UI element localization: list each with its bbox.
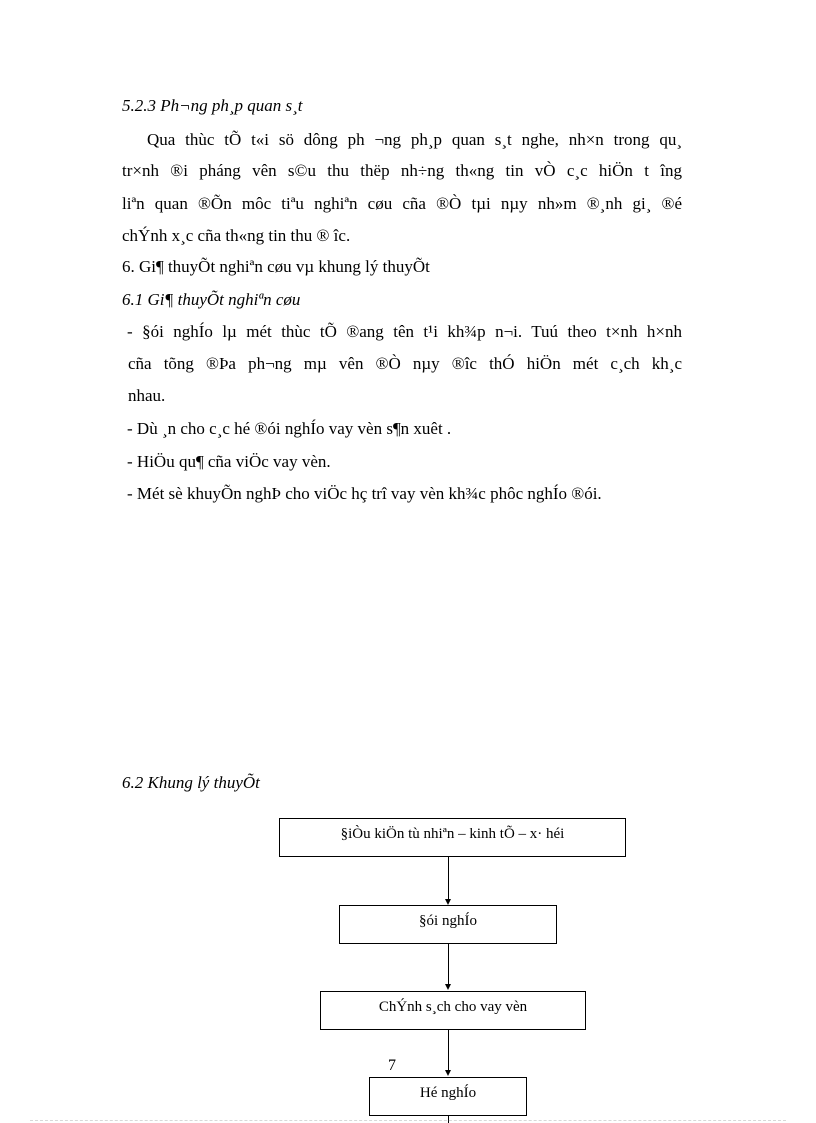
diagram-box-poor-household: Hé nghÍo bbox=[369, 1077, 527, 1116]
paragraph-line: tr×nh ®i pháng vên s©u thu thëp nh÷ng th«ng tin vÒ c¸c hiÖn t îng bbox=[122, 161, 682, 180]
arrow-down-icon bbox=[445, 1070, 451, 1076]
bullet-item: - Mét sè khuyÕn nghÞ cho viÖc hç trî vay vèn kh¾c phôc nghÍo ®ói. bbox=[127, 484, 602, 503]
bullet-item-line: cña tõng ®Þа ph¬ng mµ vên ®Ò nµy ®îc thÓ hiÖn mét c¸ch kh¸c bbox=[128, 354, 682, 373]
diagram-box-poverty: §ói nghÍo bbox=[339, 905, 557, 944]
diagram-connector bbox=[448, 1030, 449, 1072]
section-6-1-heading: 6.1 Gi¶ thuyÕt nghiªn cøu bbox=[122, 290, 301, 309]
page-edge-divider bbox=[30, 1120, 786, 1122]
section-6-2-heading: 6.2 Khung lý thuyÕt bbox=[122, 773, 260, 792]
bullet-item: - HiÖu qu¶ cña viÖc vay vèn. bbox=[127, 452, 331, 471]
paragraph-line: chÝnh x¸c cña th«ng tin thu ® îc. bbox=[122, 226, 351, 245]
diagram-box-loan-policy: ChÝnh s¸ch cho vay vèn bbox=[320, 991, 586, 1030]
paragraph-line: Qua thùc tÕ t«i sö dông ph ¬ng ph¸p quan s¸t nghe, nh×n trong qu¸ bbox=[147, 130, 682, 149]
bullet-item-line: nhau. bbox=[128, 386, 166, 405]
section-6-heading: 6. Gi¶ thuyÕt nghiªn cøu vµ khung lý thuyÕt bbox=[122, 257, 430, 276]
diagram-box-conditions: §iÒu kiÖn tù nhiªn – kinh tÕ – x· héi bbox=[279, 818, 626, 857]
section-5-2-3-heading: 5.2.3 Ph¬ng ph¸p quan s¸t bbox=[122, 96, 303, 115]
arrow-down-icon bbox=[445, 984, 451, 990]
page-number: 7 bbox=[388, 1057, 396, 1074]
diagram-connector bbox=[448, 944, 449, 986]
paragraph-line: liªn quan ®Õn môc tiªu nghiªn cøu cña ®Ò tµi nµy nh»m ®¸nh gi¸ ®é bbox=[122, 194, 682, 213]
diagram-connector bbox=[448, 857, 449, 901]
bullet-item: - Dù ¸n cho c¸c hé ®ói nghÍo vay vèn s¶n xuêt . bbox=[127, 419, 452, 438]
bullet-item-line: - §ói nghÍo lµ mét thùc tÕ ®ang tên t¹i kh¾p n¬i. Tuú theo t×nh h×nh bbox=[127, 322, 682, 341]
